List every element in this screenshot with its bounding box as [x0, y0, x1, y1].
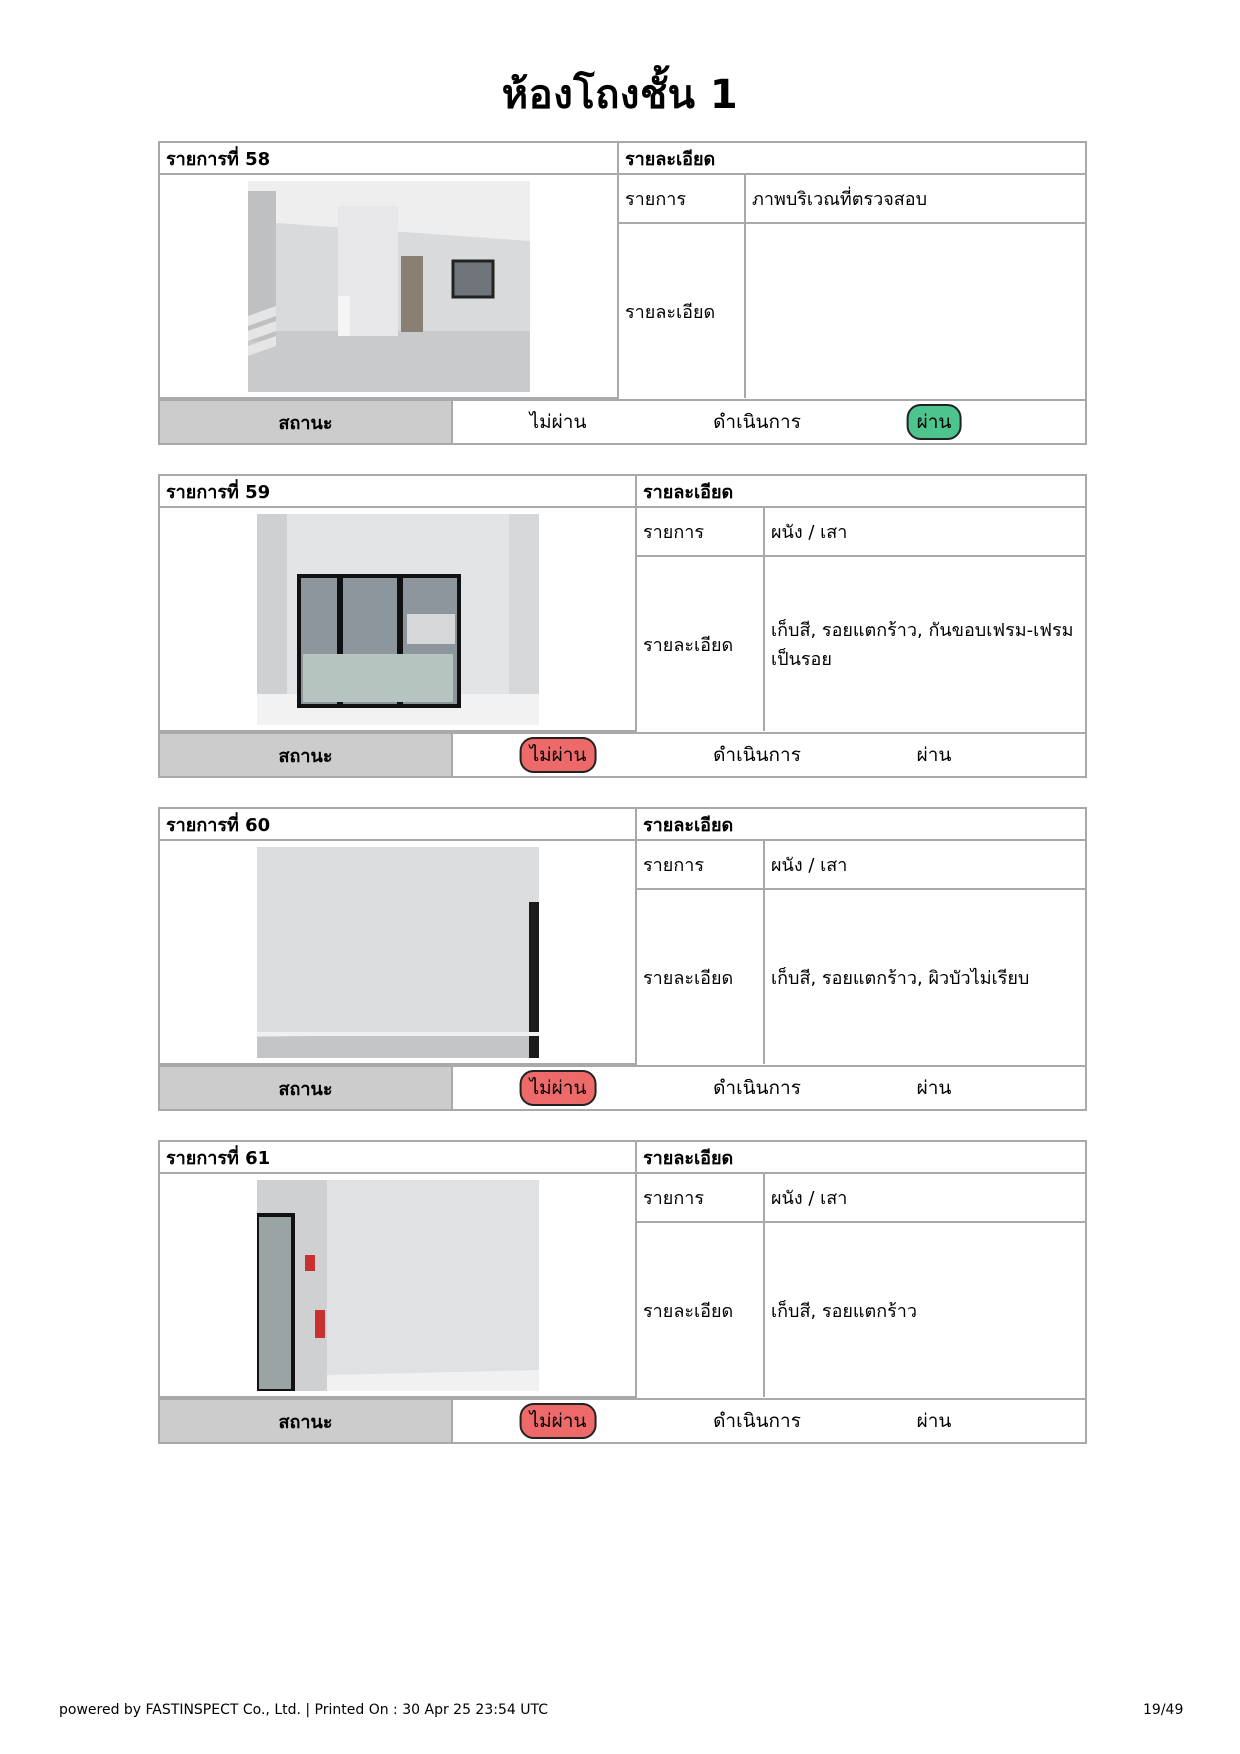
detail-value: เก็บสี, รอยแตกร้าว	[764, 1222, 1085, 1397]
photo-cell	[160, 507, 636, 731]
page-title: ห้องโถงชั้น 1	[501, 72, 739, 118]
item-number-header: รายการที่ 58	[160, 143, 618, 174]
status-in-progress-option[interactable]: ดำเนินการ	[713, 1410, 801, 1432]
item-value: ภาพบริเวณที่ตรวจสอบ	[745, 174, 1085, 223]
detail-value: เก็บสี, รอยแตกร้าว, ผิวบัวไม่เรียบ	[764, 889, 1085, 1064]
status-row	[160, 1398, 1085, 1442]
footer-credit: powered by FASTINSPECT Co., Ltd. | Printed On : 30 Apr 25 23:54 UTC	[59, 1702, 548, 1718]
inspection-photo[interactable]	[248, 181, 530, 392]
inspection-card	[158, 141, 1087, 445]
status-label: สถานะ	[160, 401, 453, 443]
item-label: รายการ	[636, 840, 764, 889]
photo-cell	[160, 840, 636, 1064]
photo-cell	[160, 174, 618, 398]
inspection-card	[158, 807, 1087, 1111]
detail-label: รายละเอียด	[636, 889, 764, 1064]
status-label: สถานะ	[160, 1067, 453, 1109]
status-row	[160, 399, 1085, 443]
status-label: สถานะ	[160, 1400, 453, 1442]
item-number-header: รายการที่ 60	[160, 809, 636, 840]
item-value: ผนัง / เสา	[764, 840, 1085, 889]
detail-label: รายละเอียด	[618, 223, 745, 398]
page-number: 19/49	[1143, 1702, 1184, 1718]
status-fail-option[interactable]: ไม่ผ่าน	[520, 1403, 597, 1439]
detail-label: รายละเอียด	[636, 1222, 764, 1397]
status-fail-option[interactable]: ไม่ผ่าน	[529, 411, 587, 433]
item-label: รายการ	[636, 507, 764, 556]
status-in-progress-option[interactable]: ดำเนินการ	[713, 1077, 801, 1099]
status-label: สถานะ	[160, 734, 453, 776]
status-in-progress-option[interactable]: ดำเนินการ	[713, 744, 801, 766]
status-pass-option[interactable]: ผ่าน	[916, 744, 952, 766]
detail-header: รายละเอียด	[636, 476, 1085, 507]
inspection-card	[158, 1140, 1087, 1444]
detail-header: รายละเอียด	[636, 1142, 1085, 1173]
detail-header: รายละเอียด	[618, 143, 1085, 174]
status-pass-option[interactable]: ผ่าน	[916, 1077, 952, 1099]
photo-cell	[160, 1173, 636, 1397]
detail-value	[745, 223, 1085, 398]
inspection-photo[interactable]	[257, 1180, 539, 1391]
status-in-progress-option[interactable]: ดำเนินการ	[713, 411, 801, 433]
status-pass-option[interactable]: ผ่าน	[916, 1410, 952, 1432]
item-number-header: รายการที่ 61	[160, 1142, 636, 1173]
detail-value: เก็บสี, รอยแตกร้าว, กันขอบเฟรม-เฟรมเป็นรอย	[764, 556, 1085, 731]
item-label: รายการ	[618, 174, 745, 223]
item-value: ผนัง / เสา	[764, 507, 1085, 556]
detail-label: รายละเอียด	[636, 556, 764, 731]
item-number-header: รายการที่ 59	[160, 476, 636, 507]
inspection-card	[158, 474, 1087, 778]
status-pass-option[interactable]: ผ่าน	[907, 404, 962, 440]
status-row	[160, 1065, 1085, 1109]
status-fail-option[interactable]: ไม่ผ่าน	[520, 737, 597, 773]
item-value: ผนัง / เสา	[764, 1173, 1085, 1222]
inspection-photo[interactable]	[257, 847, 539, 1058]
item-label: รายการ	[636, 1173, 764, 1222]
inspection-photo[interactable]	[257, 514, 539, 725]
status-row	[160, 732, 1085, 776]
detail-header: รายละเอียด	[636, 809, 1085, 840]
status-fail-option[interactable]: ไม่ผ่าน	[520, 1070, 597, 1106]
